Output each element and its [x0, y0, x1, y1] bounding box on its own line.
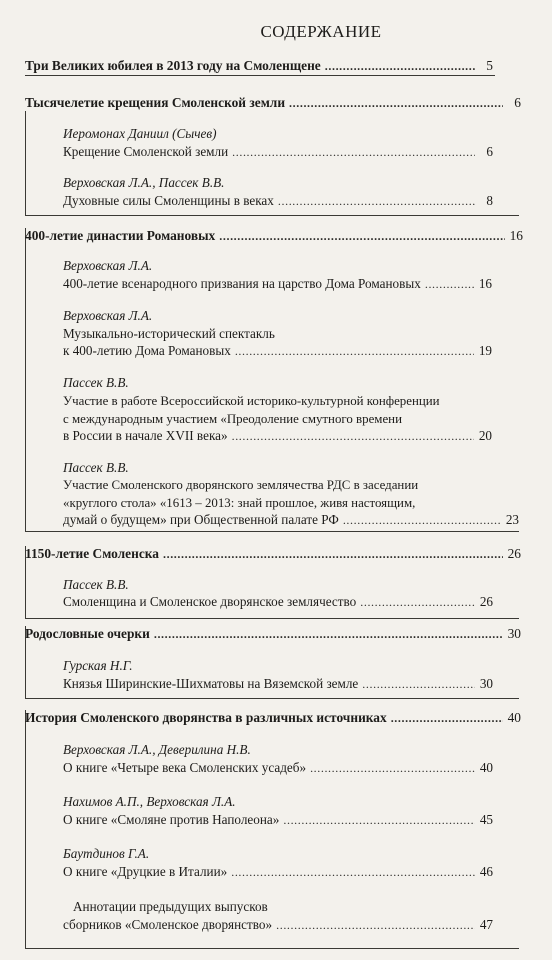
entry-author: Баутдинов Г.А. [63, 846, 150, 861]
entry-title: О книге «Смоляне против Наполеона» [63, 812, 280, 827]
dot-leader [163, 546, 503, 562]
dot-leader [425, 276, 474, 292]
section-title: История Смоленского дворянства в различных источниках [25, 710, 387, 725]
toc-section-genealogy [25, 626, 519, 699]
dot-leader [289, 95, 503, 111]
dot-leader [154, 626, 503, 642]
toc-entry[interactable] [63, 812, 493, 828]
toc-entry[interactable] [63, 428, 492, 444]
section-heading[interactable] [25, 228, 523, 244]
entry-title: в России в начале XVII века» [63, 428, 228, 443]
toc-section-baptism [25, 95, 519, 216]
toc-entry[interactable] [63, 343, 492, 359]
entry-title-line: «круглого стола» «1613 – 2013: знай прошлое, живя настоящим, [63, 496, 416, 510]
toc-entry[interactable] [63, 512, 519, 528]
entry-title: 400-летие всенародного призвания на царство Дома Романовых [63, 276, 421, 291]
dot-leader [278, 193, 475, 209]
entry-title: сборников «Смоленское дворянство» [63, 917, 273, 932]
dot-leader [276, 917, 475, 933]
page-number: 40 [479, 760, 493, 775]
toc-section-jubilees[interactable] [25, 58, 493, 74]
toc-entry[interactable] [63, 760, 493, 776]
dot-leader [310, 760, 475, 776]
entry-title-line: с международным участием «Преодоление смутного времени [63, 412, 402, 426]
section-title: Тысячелетие крещения Смоленской земли [25, 95, 286, 110]
entry-author: Нахимов А.П., Верховская Л.А. [63, 794, 236, 809]
entry-author: Пассек В.В. [63, 460, 129, 475]
entry-author: Верховская Л.А. [63, 308, 153, 323]
page-number: 6 [486, 144, 493, 159]
entry-title-line: Участие в работе Всероссийской историко-культурной конференции [63, 394, 440, 408]
entry-author: Пассек В.В. [63, 375, 129, 390]
dot-leader [360, 594, 475, 610]
dot-leader [391, 710, 503, 726]
toc-entry[interactable] [63, 594, 493, 610]
entry-title-line: Аннотации предыдущих выпусков [73, 899, 268, 914]
entry-author: Верховская Л.А., Пассек В.В. [63, 175, 225, 190]
section-heading[interactable] [25, 546, 521, 562]
entry-title: Духовные силы Смоленщины в веках [63, 193, 274, 208]
page-number: 45 [479, 812, 493, 827]
entry-title-line: Музыкально-исторический спектакль [63, 326, 275, 341]
entry-title: Смоленщина и Смоленское дворянское землячество [63, 594, 357, 609]
entry-title: Крещение Смоленской земли [63, 144, 229, 159]
section-heading[interactable] [25, 95, 521, 111]
dot-leader [232, 428, 474, 444]
toc-entry[interactable] [63, 864, 493, 880]
page-number: 23 [505, 512, 519, 527]
toc-section-history [25, 710, 519, 949]
entry-author: Иеромонах Даниил (Сычев) [63, 126, 217, 141]
page-number: 16 [478, 276, 492, 291]
page-number: 5 [486, 58, 493, 73]
section-title: Родословные очерки [25, 626, 150, 641]
dot-leader [283, 812, 475, 828]
page-number: 47 [479, 917, 493, 932]
dot-leader [219, 228, 505, 244]
page-number: 26 [479, 594, 493, 609]
section-divider [25, 75, 495, 76]
entry-title: Князья Ширинские-Шихматовы на Вяземской земле [63, 676, 359, 691]
dot-leader [362, 676, 475, 692]
toc-section-smolensk [25, 546, 519, 619]
page-number: 30 [479, 676, 493, 691]
page-number: 30 [507, 626, 521, 641]
entry-author: Гурская Н.Г. [63, 658, 133, 673]
entry-title: О книге «Четыре века Смоленских усадеб» [63, 760, 307, 775]
toc-entry[interactable] [63, 676, 493, 692]
entry-title: О книге «Друцкие в Италии» [63, 864, 228, 879]
toc-entry[interactable] [63, 917, 493, 933]
entry-title-line: Участие Смоленского дворянского землячества РДС в заседании [63, 478, 419, 492]
toc-entry[interactable] [63, 276, 492, 292]
dot-leader [325, 58, 475, 74]
entry-author: Верховская Л.А. [63, 258, 153, 273]
page-title: СОДЕРЖАНИЕ [260, 22, 382, 41]
page-number: 26 [507, 546, 521, 561]
dot-leader [235, 343, 474, 359]
toc-entry[interactable] [63, 193, 493, 209]
entry-title: думай о будущем» при Общественной палате РФ [63, 512, 339, 527]
toc-section-romanovs [25, 228, 523, 532]
dot-leader [231, 864, 475, 880]
page-number: 19 [478, 343, 492, 358]
entry-title: к 400-летию Дома Романовых [63, 343, 231, 358]
page-number: 6 [514, 95, 521, 110]
section-heading[interactable] [25, 626, 521, 642]
dot-leader [343, 512, 501, 528]
page-number: 40 [507, 710, 521, 725]
entry-author: Пассек В.В. [63, 577, 129, 592]
section-title: Три Великих юбилея в 2013 году на Смоленщене [25, 58, 321, 73]
page-number: 20 [478, 428, 492, 443]
page-number: 16 [509, 228, 523, 243]
entry-author: Верховская Л.А., Деверилина Н.В. [63, 742, 251, 757]
page-number: 8 [486, 193, 493, 208]
section-title: 1150-летие Смоленска [25, 546, 159, 561]
section-title: 400-летие династии Романовых [25, 228, 216, 243]
page-number: 46 [479, 864, 493, 879]
dot-leader [232, 144, 475, 160]
section-heading[interactable] [25, 710, 521, 726]
toc-entry[interactable] [63, 144, 493, 160]
